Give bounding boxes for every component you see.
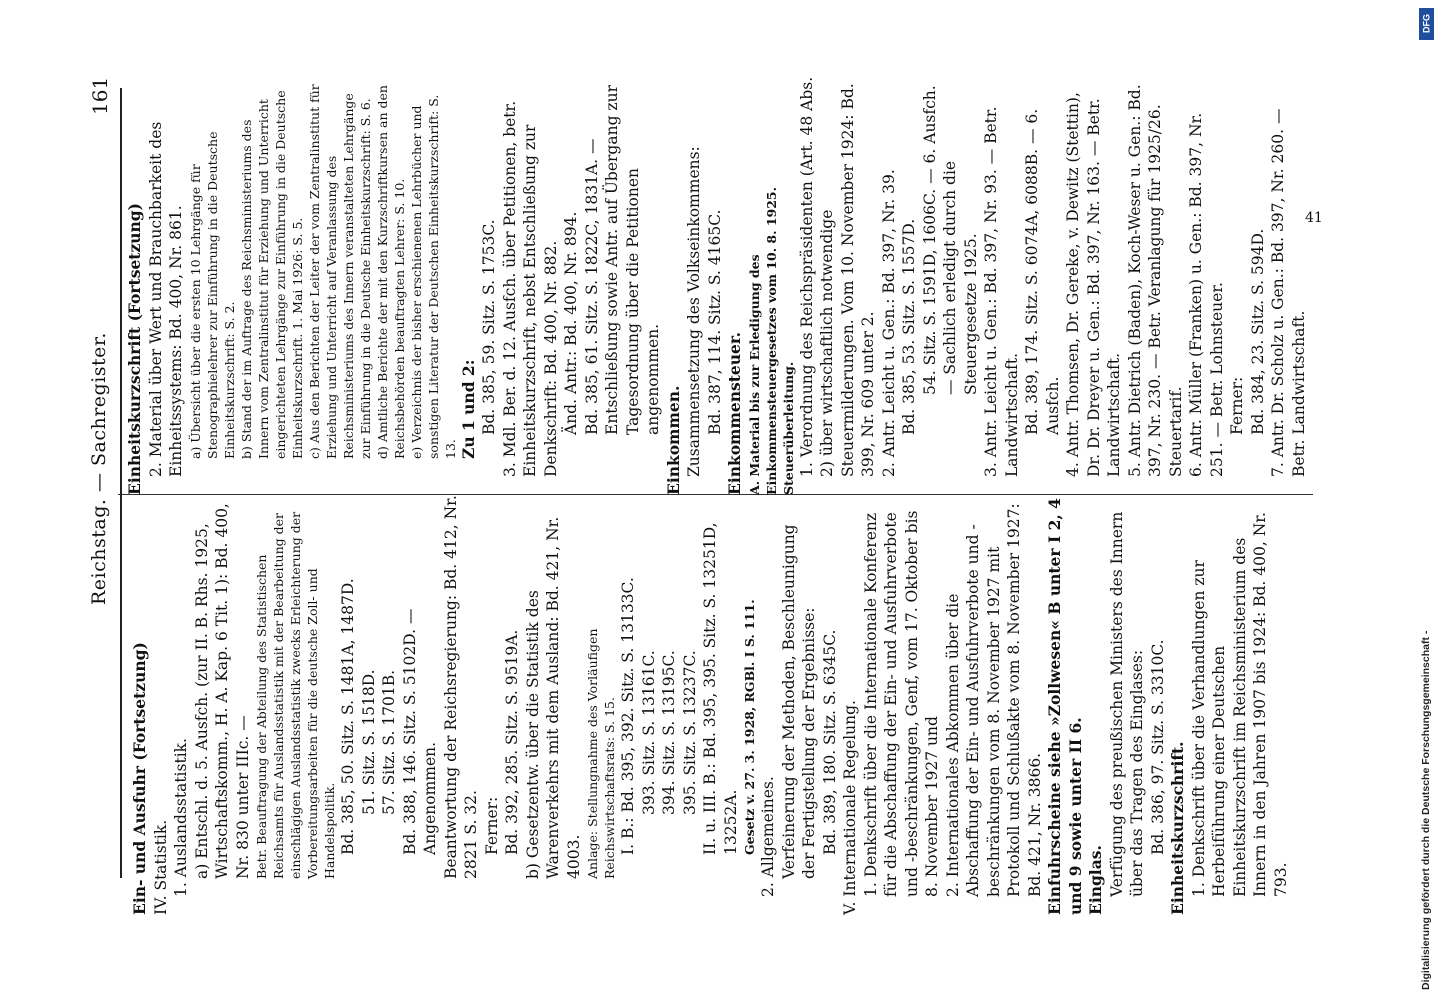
- register-entry: a) Entschl. d. 5. Ausfch. (zur II. B. Rhs. 1925, Wirtschaftskomm., H. A. Kap. 6 Tit. 1): Bd. 400, Nr. 830 unter IIIc. —: [192, 503, 252, 879]
- register-entry: 394. Sitz. S. 13195C.: [660, 650, 678, 815]
- register-entry: 1. Auslandsstatistik.: [172, 738, 190, 897]
- register-entry: Bd. 385, 50. Sitz. S. 1481A, 1487D.: [339, 578, 357, 855]
- register-entry: 2. Antr. Leicht u. Gen.: Bd. 397, Nr. 39.: [879, 169, 898, 477]
- register-entry: 2. Internationales Abkommen über die Abschaffung der Ein- und Ausfuhrverbote und -beschränkungen vom 8. November 1927 mit Protokoll und Schlußakte vom 8. November 1927: Bd. 421, Nr. 3866.: [943, 503, 1044, 897]
- register-entry: Bd. 387, 114. Sitz. S. 4165C.: [705, 209, 724, 435]
- register-entry: Verfeinerung der Methoden, Beschleunigung der Fertigstellung der Ergebnisse:: [779, 524, 818, 879]
- register-entry: 1. Verordnung des Reichspräsidenten (Art. 48 Abs. 2) über wirtschaftlich notwendige Steuermilderungen. Vom 10. November 1924: Bd. 399, Nr. 609 unter 2.: [797, 76, 877, 477]
- register-entry: Verfügung des preußischen Ministers des Innern über das Tragen des Einglases:: [1107, 511, 1146, 897]
- register-entry: Bd. 389, 180. Sitz. S. 6345C.: [820, 629, 839, 855]
- register-entry: Bd. 389, 174. Sitz. S. 6074A, 6088B. — 6. Ausfch.: [1023, 108, 1062, 435]
- register-entry: Betr. Beauftragung der Abteilung des Statistischen Reichsamts für Auslandsstatistik mit der Bearbeitung der einschlägigen Auslandsstatistik zwecks Erleichterung der Vorbereitungsarbeiten für die deutsche Zoll- und Handelspolitik.: [254, 511, 337, 879]
- register-entry: 395. Sitz. S. 13237C.: [680, 650, 699, 815]
- register-entry: Ferner:: [482, 796, 501, 855]
- footer-number: 41: [1305, 210, 1323, 226]
- register-entry: Bd. 384, 23. Sitz. S. 594D.: [1248, 228, 1267, 435]
- register-entry: Einglas.: [1086, 845, 1105, 915]
- register-entry: Beantwortung der Reichsregierung: Bd. 412, Nr. 2821 S. 32.: [441, 495, 480, 879]
- register-entry: 5. Antr. Dietrich (Baden), Koch-Weser u. Gen.: Bd. 397, Nr. 230. — Betr. Veranlagung für 1925/26. Steuertarif.: [1125, 84, 1185, 477]
- register-entry: 1. Denkschrift über die Internationale Konferenz für die Abschaffung der Ein- und Ausfuhrverbote und -beschränkungen, Genf, vom 17. Oktober bis 8. November 1927 und: [861, 510, 941, 897]
- register-entry: 51. Sitz. S. 1518D.: [359, 669, 378, 815]
- register-entry: Einheitskurzschrift (Fortsetzung): [125, 203, 144, 495]
- register-entry: V. Internationale Regelung.: [841, 700, 859, 915]
- register-entry: Ein- und Ausfuhr (Fortsetzung): [130, 642, 149, 915]
- register-entry: Bd. 385, 61. Sitz. S. 1822C, 1831A. — Entschließung sowie Antr. auf Übergang zur Tagesordnung über die Petitionen angenommen.: [582, 85, 662, 435]
- right-column: [125, 75, 1309, 495]
- register-entry: 3. Mdl. Ber. d. 12. Ausfch. über Petitionen, betr. Einheitskurzschrift, nebst Entschließung zur Denkschrift: Bd. 400, Nr. 882.: [500, 100, 560, 477]
- register-entry: Zu 1 und 2:: [458, 359, 478, 459]
- register-entry: 57. Sitz. S. 1701B.: [380, 669, 398, 815]
- header-rule: [120, 88, 122, 878]
- register-entry: 4. Antr. Thomsen, Dr. Gereke, v. Dewitz (Stettin), Dr. Dr. Dreyer u. Gen.: Bd. 397, Nr. 163. — Betr. Landwirtschaft.: [1064, 92, 1123, 477]
- register-entry: I. B.: Bd. 395, 392. Sitz. S. 13133C.: [619, 577, 637, 855]
- register-entry: Einkommensteuer.: [725, 332, 744, 495]
- digitization-note: Digitalisierung gefördert durch die Deutsche Forschungsgemeinschaft -: [1420, 630, 1432, 990]
- register-entry: Bd. 385, 59. Sitz. S. 1753C.: [480, 219, 498, 435]
- register-entry: Gesetz v. 27. 3. 1928, RGBl. I S. 111.: [742, 599, 757, 855]
- register-entry: b) Stand der im Auftrage des Reichsministeriums des Innern vom Zentralinstitut für Erziehung und Unterricht eingerichteten Lehrgänge zur Einführung in die Deutsche Einheitskurzschrift. 1. Mai 1926: S. 5.: [238, 90, 305, 459]
- register-entry: b) Gesetzentw. über die Statistik des Warenverkehrs mit dem Ausland: Bd. 421, Nr. 4003.: [523, 516, 583, 879]
- register-entry: d) Amtliche Berichte der mit den Kurzschriftkursen an den Reichsbehörden beauftragten Lehrer: S. 10.: [374, 85, 407, 459]
- register-entry: e) Verzeichnis der bisher erschienenen Lehrbücher und sonstigen Literatur der Deutschen Einheitskurzschrift: S. 13.: [408, 94, 458, 459]
- register-entry: a) Übersicht über die ersten 10 Lehrgänge für Stenographielehrer zur Einführung in die Deutsche Einheitskurzschrift: S. 2.: [187, 131, 237, 459]
- register-entry: 6. Antr. Müller (Franken) u. Gen.: Bd. 397, Nr. 251. — Betr. Lohnsteuer.: [1187, 112, 1226, 477]
- register-entry: c) Aus den Berichten der Leiter der vom Zentralinstitut für Erziehung und Unterricht auf Veranlassung des Reichsministeriums des Innern veranstalteten Lehrgänge zur Einführung in die Deutsche Einheitskurzschrift: S. 6.: [306, 84, 373, 459]
- dfg-logo: DFG: [1419, 8, 1434, 40]
- register-entry: Zusammensetzung des Volkseinkommens:: [685, 146, 703, 477]
- register-entry: II. u. III. B.: Bd. 395, 395. Sitz. S. 13251D, 13252A.: [701, 522, 740, 855]
- running-title: Reichstag. — Sachregister.: [88, 332, 110, 605]
- register-entry: 1. Denkschrift über die Verhandlungen zur Herbeiführung einer Deutschen Einheitskurzschrift im Reichsministerium des Innern in den Jahren 1907 bis 1924: Bd. 400, Nr. 793.: [1189, 512, 1290, 897]
- register-entry: Einheitskurzschrift.: [1168, 741, 1187, 915]
- register-entry: 393. Sitz. S. 13161C.: [639, 650, 658, 815]
- register-entry: Einfuhrscheine siehe »Zollwesen« B unter I 2, 4 und 9 sowie unter II 6.: [1045, 498, 1085, 915]
- left-column: [130, 495, 1291, 915]
- register-entry: Bd. 392, 285. Sitz. S. 9519A.: [503, 629, 521, 855]
- register-entry: Einkommen.: [663, 385, 683, 495]
- register-entry: A. Material bis zur Erledigung des Einkommensteuergesetzes vom 10. 8. 1925. Steuerüberleitung.: [746, 187, 796, 495]
- page-number: 161: [88, 76, 112, 115]
- register-entry: IV. Statistik.: [151, 819, 170, 915]
- register-entry: Änd. Antr.: Bd. 400, Nr. 894.: [562, 211, 580, 435]
- register-entry: 54. Sitz. S. 1591D, 1606C. — 6. Ausfch. — Sachlich erledigt durch die Steuergesetze 1925.: [920, 85, 980, 395]
- register-entry: Anlage: Stellungnahme des Vorläufigen Reichswirtschaftsrats: S. 15.: [585, 628, 617, 879]
- register-entry: Bd. 388, 146. Sitz. S. 5102D. — Angenommen.: [400, 608, 439, 855]
- register-entry: 2. Material über Wert und Brauchbarkeit des Einheitssystems: Bd. 400, Nr. 861.: [146, 121, 185, 477]
- register-entry: Bd. 385, 53. Sitz. S. 1557D.: [900, 218, 918, 435]
- register-entry: 7. Antr. Dr. Scholz u. Gen.: Bd. 397, Nr. 260. — Betr. Landwirtschaft.: [1269, 108, 1308, 477]
- register-entry: Bd. 386, 97. Sitz. S. 3310C.: [1148, 639, 1167, 855]
- register-entry: Ferner:: [1228, 376, 1246, 435]
- register-entry: 3. Antr. Leicht u. Gen.: Bd. 397, Nr. 93. — Betr. Landwirtschaft.: [982, 106, 1021, 477]
- register-entry: 2. Allgemeines.: [759, 776, 777, 897]
